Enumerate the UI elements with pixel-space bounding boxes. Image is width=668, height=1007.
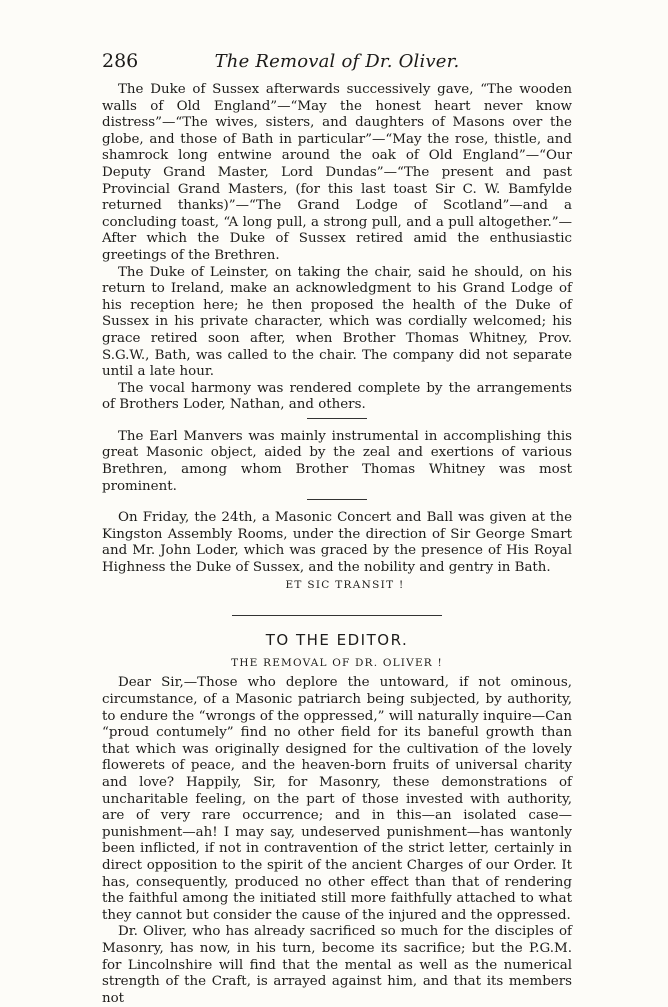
article-divider [232, 615, 442, 616]
paragraph-vocal-harmony: The vocal harmony was rendered complete by the arrangements of Brothers Loder, Nathan, and others. [102, 380, 572, 413]
paragraph-toasts: The Duke of Sussex afterwards successively gave, “The wooden walls of Old England”—“May the honest heart never know distress”—“The wives, sisters, and daughters of Masons over the globe, and those of Bath in particular”—“May the rose, thistle, and shamrock long entwine around the oak of Old England”—“Our Deputy Grand Master, Lord Dundas”—“The present and past Provincial Grand Masters, (for this last toast Sir C. W. Bamfylde returned thanks)”—“The Grand Lodge of Scotland”—and a concluding toast, “A long pull, a strong pull, and a pull altogether.”—After which the Duke of Sussex retired amid the enthusiastic greetings of the Brethren. [102, 82, 572, 263]
closing-line: ET SIC TRANSIT ! [285, 578, 405, 591]
paragraph-earl-manvers: The Earl Manvers was mainly instrumental in accomplishing this great Masonic object, aided by the zeal and exertions of various Brethren, among whom Brother Thomas Whitney was most prominent. [102, 428, 572, 494]
section-divider [307, 499, 367, 500]
letter-subheading: THE REMOVAL OF DR. OLIVER ! [231, 656, 443, 669]
section-divider [307, 418, 367, 419]
editor-heading: TO THE EDITOR. [265, 631, 409, 650]
page-body [102, 82, 572, 1007]
paragraph-masonic-concert: On Friday, the 24th, a Masonic Concert and Ball was given at the Kingston Assembly Rooms, under the direction of Sir George Smart and Mr. John Loder, which was graced by the presence of His Royal Highness the Duke of Sussex, and the nobility and gentry in Bath. [102, 510, 572, 576]
paragraph-dr-oliver: Dr. Oliver, who has already sacrificed so much for the disciples of Masonry, has now, in his turn, become its sacrifice; but the P.G.M. for Lincolnshire will find that the mental as well as the numerical strength of the Craft, is arrayed against him, and that its members not [102, 924, 572, 1006]
paragraph-duke-of-leinster: The Duke of Leinster, on taking the chair, said he should, on his return to Ireland, make an acknowledgment to his Grand Lodge of his reception here; he then proposed the health of the Duke of Sussex in his private character, which was cordially welcomed; his grace retired soon after, when Brother Thomas Whitney, Prov. S.G.W., Bath, was called to the chair. The company did not separate until a late hour. [102, 264, 572, 380]
page-number: 286 [102, 50, 139, 72]
running-header [102, 50, 572, 74]
running-title: The Removal of Dr. Oliver. [214, 51, 460, 72]
paragraph-letter-opening: Dear Sir,—Those who deplore the untoward, if not ominous, circumstance, of a Masonic patriarch being subjected, by authority, to endure the “wrongs of the oppressed,” will naturally inquire—Can “proud contumely” find no other field for its baneful growth than that which was originally designed for the cultivation of the lovely flowerets of peace, and the heaven-born fruits of universal charity and love? Happily, Sir, for Masonry, these demonstrations of uncharitable feeling, on the part of those invested with authority, are of very rare occurrence; and in this—an isolated case—punishment—ah! I may say, undeserved punishment—has wantonly been inflicted, if not in contravention of the strict letter, certainly in direct opposition to the spirit of the ancient Charges of our Order. It has, consequently, produced no other effect than that of rendering the faithful among the initiated still more faithfully attached to what they cannot but consider the cause of the injured and the oppressed. [102, 675, 572, 923]
